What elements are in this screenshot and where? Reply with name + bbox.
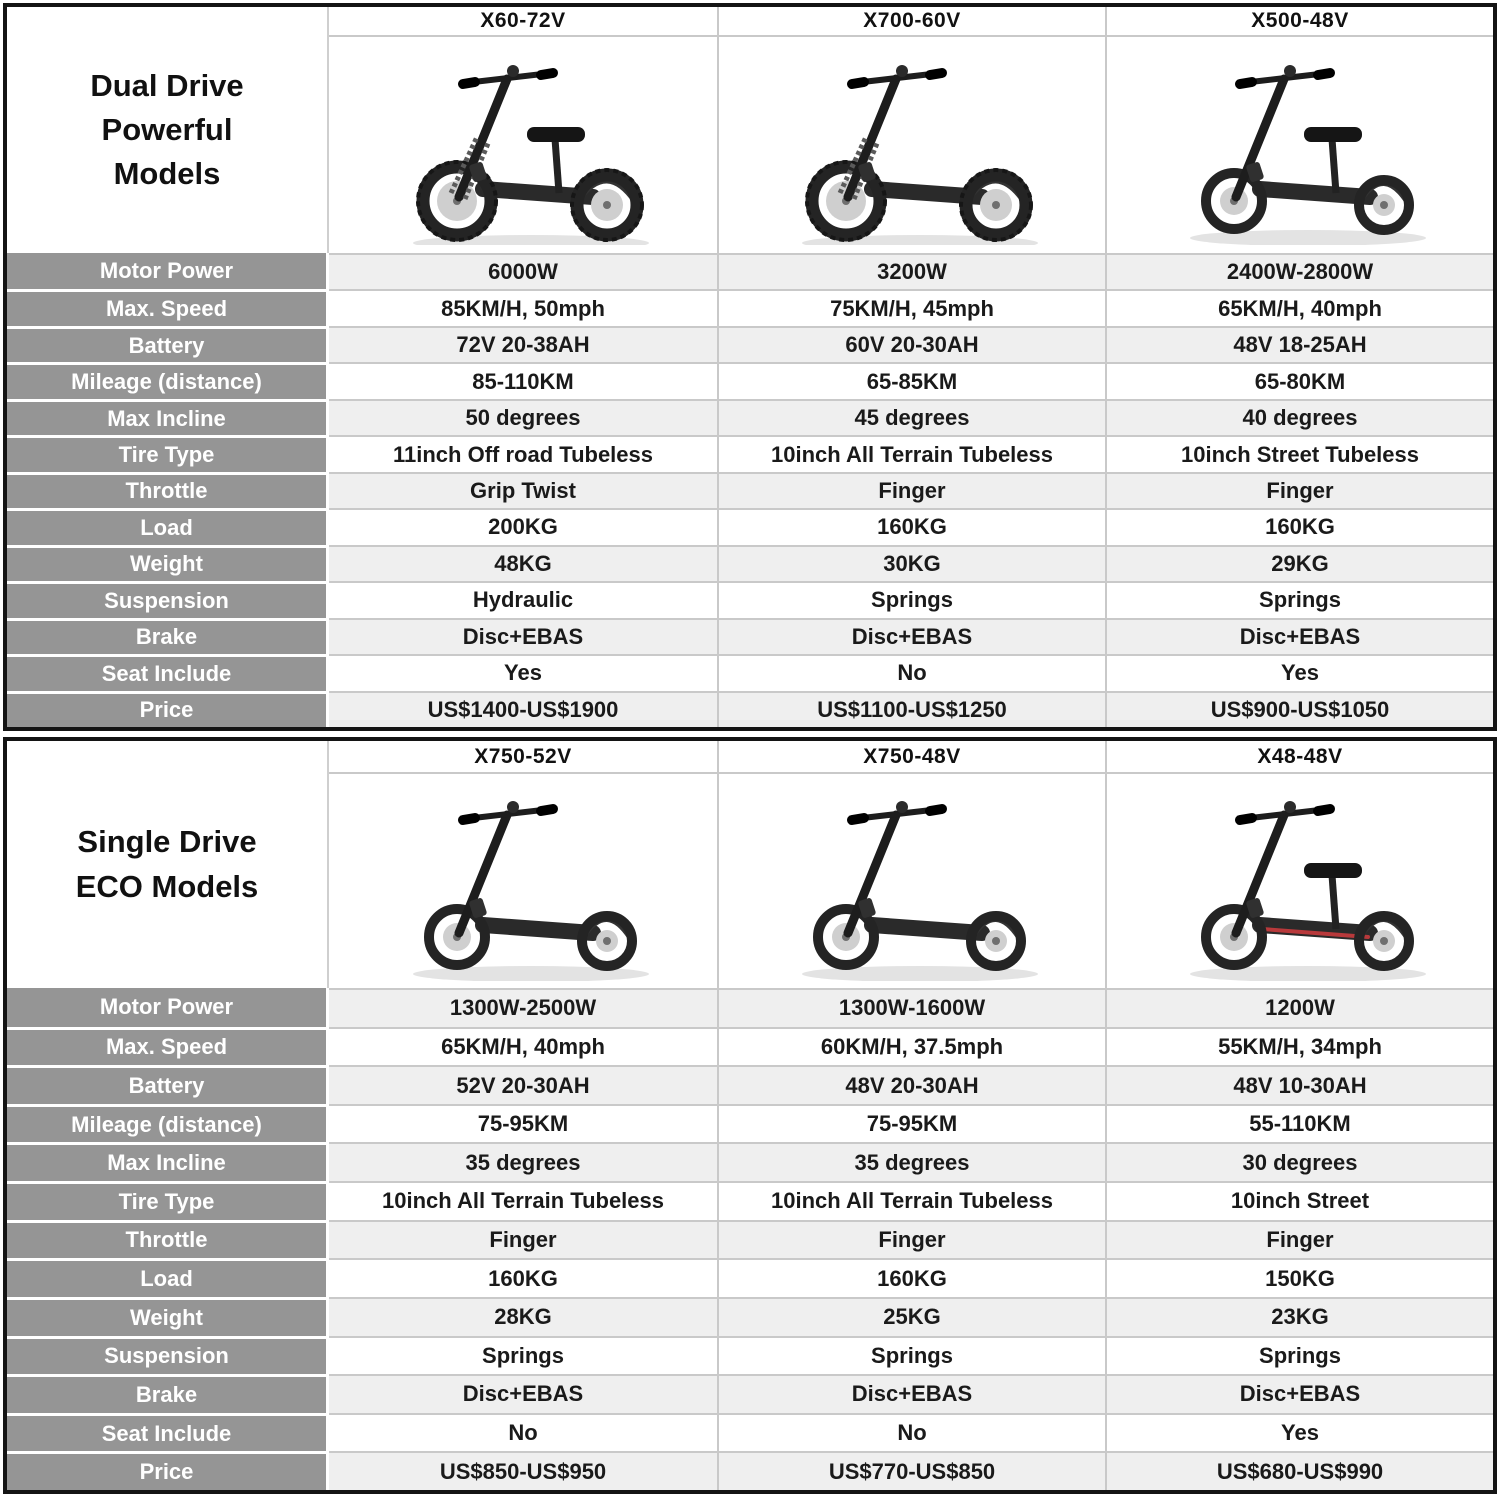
dual-drive-table bbox=[3, 3, 1497, 731]
spec-value-cell: No bbox=[717, 1413, 1105, 1452]
spec-row-label: Mileage (distance) bbox=[7, 1104, 329, 1143]
spec-value-cell: 35 degrees bbox=[329, 1142, 717, 1181]
spec-value-cell: Finger bbox=[717, 1220, 1105, 1259]
single-drive-table bbox=[3, 737, 1497, 1494]
spec-value-cell: Springs bbox=[717, 1336, 1105, 1375]
model-name-header: X48-48V bbox=[1105, 741, 1493, 774]
spec-value-cell: 35 degrees bbox=[717, 1142, 1105, 1181]
spec-value-cell: 65KM/H, 40mph bbox=[329, 1027, 717, 1066]
spec-value-cell: 45 degrees bbox=[717, 399, 1105, 435]
spec-value-cell: US$1100-US$1250 bbox=[717, 691, 1105, 727]
spec-value-cell: 65-80KM bbox=[1105, 362, 1493, 398]
spec-row-label: Load bbox=[7, 508, 329, 544]
spec-value-cell: Disc+EBAS bbox=[1105, 618, 1493, 654]
spec-row-label: Tire Type bbox=[7, 435, 329, 471]
dual-drive-grid bbox=[7, 7, 1493, 727]
spec-value-cell: 160KG bbox=[717, 508, 1105, 544]
spec-value-cell: Finger bbox=[329, 1220, 717, 1259]
spec-row-label: Max Incline bbox=[7, 1142, 329, 1181]
spec-value-cell: Springs bbox=[329, 1336, 717, 1375]
spec-value-cell: Disc+EBAS bbox=[329, 1374, 717, 1413]
spec-value-cell: 10inch Street Tubeless bbox=[1105, 435, 1493, 471]
spec-row-label: Price bbox=[7, 691, 329, 727]
spec-value-cell: US$680-US$990 bbox=[1105, 1451, 1493, 1490]
spec-value-cell: Disc+EBAS bbox=[1105, 1374, 1493, 1413]
spec-value-cell: US$1400-US$1900 bbox=[329, 691, 717, 727]
model-name-header: X750-48V bbox=[717, 741, 1105, 774]
spec-value-cell: 48V 18-25AH bbox=[1105, 326, 1493, 362]
scooter-product-image bbox=[762, 45, 1062, 245]
model-name-header: X750-52V bbox=[329, 741, 717, 774]
section-title-text: Dual Drive Powerful Models bbox=[90, 67, 244, 191]
spec-value-cell: 1300W-2500W bbox=[329, 988, 717, 1027]
spec-value-cell: No bbox=[329, 1413, 717, 1452]
spec-value-cell: 160KG bbox=[717, 1258, 1105, 1297]
spec-value-cell: US$770-US$850 bbox=[717, 1451, 1105, 1490]
spec-value-cell: US$900-US$1050 bbox=[1105, 691, 1493, 727]
scooter-image-cell bbox=[1105, 37, 1493, 253]
spec-value-cell: 11inch Off road Tubeless bbox=[329, 435, 717, 471]
spec-value-cell: Finger bbox=[1105, 1220, 1493, 1259]
spec-value-cell: Finger bbox=[717, 472, 1105, 508]
spec-value-cell: 30 degrees bbox=[1105, 1142, 1493, 1181]
spec-row-label: Weight bbox=[7, 545, 329, 581]
spec-row-label: Price bbox=[7, 1451, 329, 1490]
spec-value-cell: 75-95KM bbox=[329, 1104, 717, 1143]
spec-row-label: Brake bbox=[7, 1374, 329, 1413]
spec-value-cell: Yes bbox=[1105, 654, 1493, 690]
scooter-image-cell bbox=[329, 774, 717, 988]
spec-value-cell: 25KG bbox=[717, 1297, 1105, 1336]
spec-value-cell: US$850-US$950 bbox=[329, 1451, 717, 1490]
spec-value-cell: Hydraulic bbox=[329, 581, 717, 617]
section-title bbox=[7, 7, 329, 253]
spec-row-label: Seat Include bbox=[7, 654, 329, 690]
spec-value-cell: 3200W bbox=[717, 253, 1105, 289]
spec-value-cell: Yes bbox=[1105, 1413, 1493, 1452]
spec-value-cell: 160KG bbox=[1105, 508, 1493, 544]
spec-value-cell: 1300W-1600W bbox=[717, 988, 1105, 1027]
spec-row-label: Max. Speed bbox=[7, 1027, 329, 1066]
spec-row-label: Mileage (distance) bbox=[7, 362, 329, 398]
model-name-header: X700-60V bbox=[717, 7, 1105, 37]
spec-value-cell: 65-85KM bbox=[717, 362, 1105, 398]
spec-value-cell: 10inch All Terrain Tubeless bbox=[717, 1181, 1105, 1220]
scooter-image-cell bbox=[1105, 774, 1493, 988]
spec-value-cell: Finger bbox=[1105, 472, 1493, 508]
spec-row-label: Max Incline bbox=[7, 399, 329, 435]
spec-value-cell: Yes bbox=[329, 654, 717, 690]
spec-value-cell: Springs bbox=[717, 581, 1105, 617]
spec-row-label: Brake bbox=[7, 618, 329, 654]
spec-value-cell: 48V 20-30AH bbox=[717, 1065, 1105, 1104]
spec-row-label: Motor Power bbox=[7, 988, 329, 1027]
spec-value-cell: 60KM/H, 37.5mph bbox=[717, 1027, 1105, 1066]
spec-value-cell: 28KG bbox=[329, 1297, 717, 1336]
section-title-text: Single Drive ECO Models bbox=[75, 824, 259, 904]
spec-value-cell: 55-110KM bbox=[1105, 1104, 1493, 1143]
spec-value-cell: 75-95KM bbox=[717, 1104, 1105, 1143]
scooter-image-cell bbox=[717, 37, 1105, 253]
spec-value-cell: 23KG bbox=[1105, 1297, 1493, 1336]
spec-value-cell: 75KM/H, 45mph bbox=[717, 289, 1105, 325]
spec-value-cell: No bbox=[717, 654, 1105, 690]
scooter-image-cell bbox=[329, 37, 717, 253]
spec-value-cell: 29KG bbox=[1105, 545, 1493, 581]
spec-value-cell: 40 degrees bbox=[1105, 399, 1493, 435]
spec-value-cell: 55KM/H, 34mph bbox=[1105, 1027, 1493, 1066]
spec-row-label: Motor Power bbox=[7, 253, 329, 289]
spec-value-cell: Springs bbox=[1105, 581, 1493, 617]
spec-value-cell: 65KM/H, 40mph bbox=[1105, 289, 1493, 325]
spec-value-cell: 72V 20-38AH bbox=[329, 326, 717, 362]
scooter-product-image bbox=[1150, 781, 1450, 981]
spec-row-label: Suspension bbox=[7, 581, 329, 617]
spec-row-label: Load bbox=[7, 1258, 329, 1297]
spec-value-cell: 160KG bbox=[329, 1258, 717, 1297]
scooter-product-image bbox=[762, 781, 1062, 981]
scooter-product-image bbox=[373, 781, 673, 981]
spec-row-label: Suspension bbox=[7, 1336, 329, 1375]
spec-value-cell: 30KG bbox=[717, 545, 1105, 581]
spec-row-label: Throttle bbox=[7, 472, 329, 508]
model-name-header: X500-48V bbox=[1105, 7, 1493, 37]
spec-value-cell: 6000W bbox=[329, 253, 717, 289]
spec-value-cell: 10inch All Terrain Tubeless bbox=[329, 1181, 717, 1220]
spec-value-cell: 10inch Street bbox=[1105, 1181, 1493, 1220]
spec-value-cell: 85KM/H, 50mph bbox=[329, 289, 717, 325]
scooter-product-image bbox=[1150, 45, 1450, 245]
scooter-product-image bbox=[373, 45, 673, 245]
spec-row-label: Battery bbox=[7, 1065, 329, 1104]
spec-value-cell: 48KG bbox=[329, 545, 717, 581]
spec-value-cell: 200KG bbox=[329, 508, 717, 544]
spec-row-label: Seat Include bbox=[7, 1413, 329, 1452]
spec-value-cell: Disc+EBAS bbox=[329, 618, 717, 654]
section-title bbox=[7, 741, 329, 988]
spec-value-cell: 2400W-2800W bbox=[1105, 253, 1493, 289]
spec-value-cell: Grip Twist bbox=[329, 472, 717, 508]
spec-value-cell: 60V 20-30AH bbox=[717, 326, 1105, 362]
scooter-image-cell bbox=[717, 774, 1105, 988]
spec-value-cell: 52V 20-30AH bbox=[329, 1065, 717, 1104]
spec-row-label: Weight bbox=[7, 1297, 329, 1336]
spec-row-label: Tire Type bbox=[7, 1181, 329, 1220]
spec-value-cell: 1200W bbox=[1105, 988, 1493, 1027]
spec-value-cell: 48V 10-30AH bbox=[1105, 1065, 1493, 1104]
spec-value-cell: 150KG bbox=[1105, 1258, 1493, 1297]
spec-value-cell: 50 degrees bbox=[329, 399, 717, 435]
spec-value-cell: 85-110KM bbox=[329, 362, 717, 398]
model-name-header: X60-72V bbox=[329, 7, 717, 37]
spec-value-cell: Disc+EBAS bbox=[717, 1374, 1105, 1413]
spec-value-cell: Disc+EBAS bbox=[717, 618, 1105, 654]
single-drive-grid bbox=[7, 741, 1493, 1490]
spec-row-label: Battery bbox=[7, 326, 329, 362]
spec-value-cell: Springs bbox=[1105, 1336, 1493, 1375]
spec-value-cell: 10inch All Terrain Tubeless bbox=[717, 435, 1105, 471]
spec-row-label: Max. Speed bbox=[7, 289, 329, 325]
spec-row-label: Throttle bbox=[7, 1220, 329, 1259]
